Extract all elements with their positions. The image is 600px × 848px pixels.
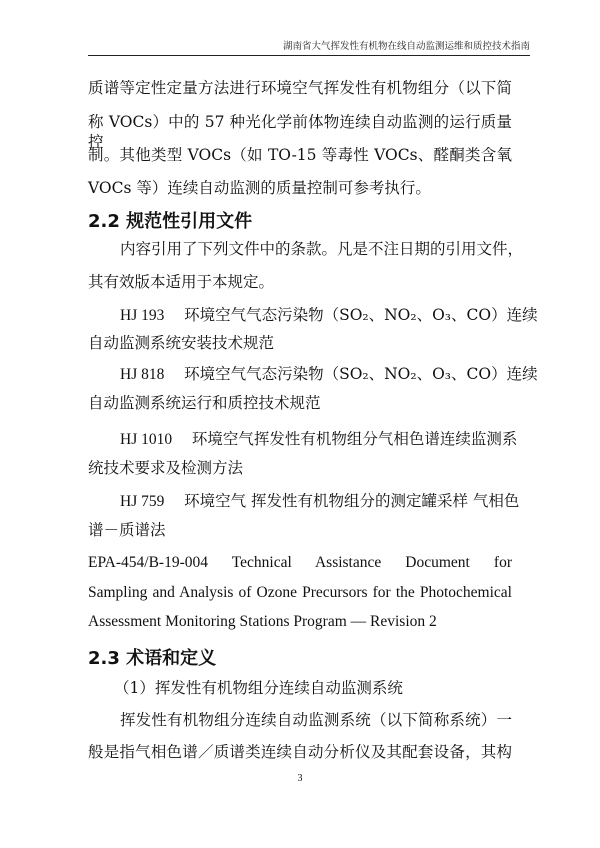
para1-line3: 制。其他类型 VOCs（如 TO-15 等毒性 VOCs、醛酮类含氧 — [88, 146, 512, 164]
epa-line3: Assessment Monitoring Stations Program — Revision 2 — [88, 613, 437, 630]
para1-line4: VOCs 等）连续自动监测的质量控制可参考执行。 — [88, 179, 431, 197]
section-heading-2-2: 2.2 规范性引用文件 — [88, 211, 253, 232]
para1-line1: 质谱等定性定量方法进行环境空气挥发性有机物组分（以下简 — [88, 79, 512, 97]
reference-line — [120, 305, 538, 326]
page-header: 湖南省大气挥发性有机物在线自动监测运维和质控技术指南 — [282, 41, 530, 52]
reference-line — [120, 364, 538, 385]
intro-line1: 内容引用了下列文件中的条款。凡是不注日期的引用文件， — [120, 240, 524, 258]
header-rule — [88, 55, 530, 56]
reference-title: 环境空气气态污染物（SO₂、NO₂、O₃、CO）连续 — [184, 306, 538, 324]
reference-code: HJ 759 — [120, 493, 165, 510]
reference-title: 环境空气 挥发性有机物组分的测定罐采样 气相色 — [184, 492, 520, 510]
reference-title: 环境空气气态污染物（SO₂、NO₂、O₃、CO）连续 — [184, 365, 538, 383]
definition-line1: 挥发性有机物组分连续自动监测系统（以下简称系统）一 — [120, 711, 512, 729]
section-heading-2-3: 2.3 术语和定义 — [88, 648, 217, 669]
reference-line — [120, 491, 519, 512]
reference-code: HJ 818 — [120, 366, 165, 383]
reference-title: 环境空气挥发性有机物组分气相色谱连续监测系 — [191, 430, 518, 448]
intro-line2: 其有效版本适用于本规定。 — [88, 273, 275, 291]
reference-line-cont: 统技术要求及检测方法 — [88, 459, 244, 477]
para1-line2: 称 VOCs）中的 57 种光化学前体物连续自动监测的运行质量控 — [88, 113, 512, 151]
definition-line2: 般是指气相色谱／质谱类连续自动分析仪及其配套设备，其构 — [88, 743, 512, 761]
reference-line-cont: 自动监测系统安装技术规范 — [88, 334, 275, 352]
reference-line — [120, 429, 517, 450]
term-label: （1）挥发性有机物组分连续自动监测系统 — [114, 679, 403, 697]
reference-code: HJ 193 — [120, 307, 165, 324]
reference-line-cont: 自动监测系统运行和质控技术规范 — [88, 394, 321, 412]
reference-line-cont: 谱－质谱法 — [88, 521, 166, 539]
page-number: 3 — [297, 773, 303, 784]
epa-line2: Sampling and Analysis of Ozone Precursors for the Photochemical — [88, 584, 512, 601]
reference-code: HJ 1010 — [120, 431, 173, 448]
epa-line1: EPA-454/B-19-004 Technical Assistance Document for — [88, 554, 512, 571]
